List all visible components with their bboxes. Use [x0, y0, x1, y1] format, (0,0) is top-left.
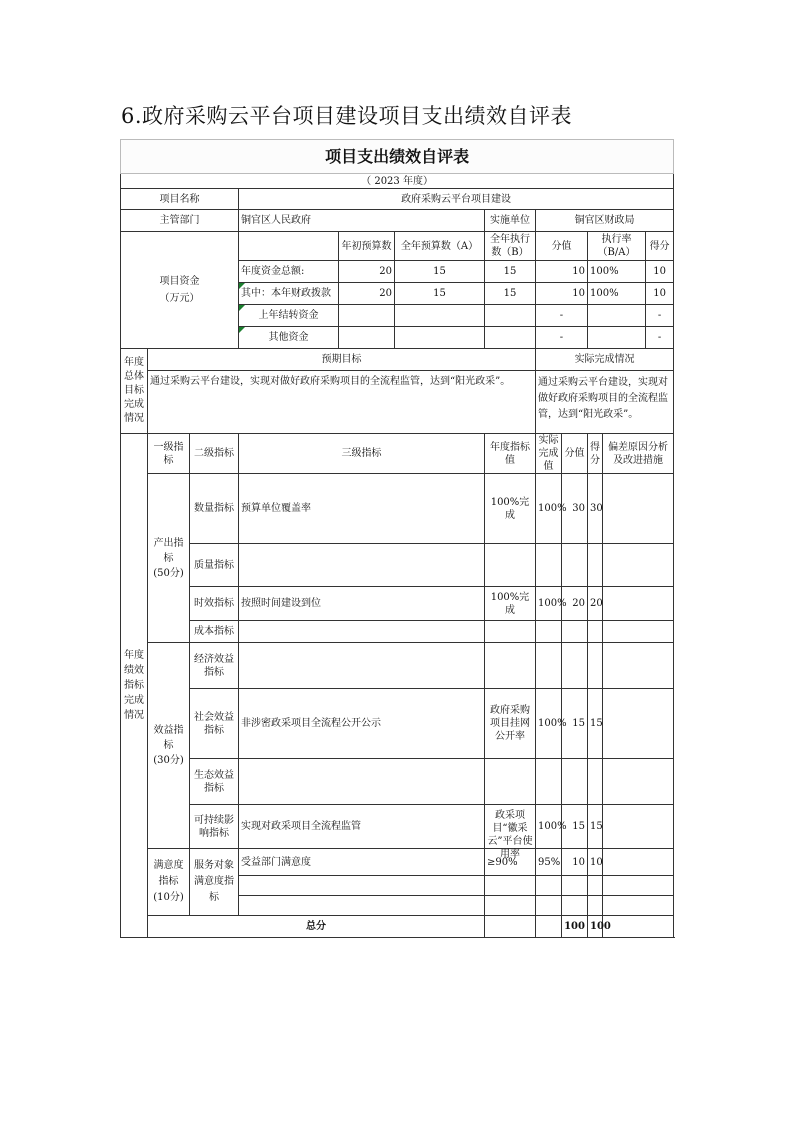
level2-cell: 服务对象满意度指标: [190, 849, 239, 916]
header-level2: 二级指标: [190, 434, 239, 474]
actual-result-text: 通过采购云平台建设，实现对做好政府采购项目的全流程监管，达到“阳光政采”。: [536, 371, 674, 434]
score-cell: 30: [588, 474, 603, 544]
score-value-cell: [562, 643, 588, 689]
target-cell: [485, 876, 536, 896]
score-cell: 20: [588, 587, 603, 621]
header-score-value: 分值: [562, 434, 588, 474]
header-deviation: 偏差原因分析及改进措施: [603, 434, 674, 474]
impl-label: 实施单位: [485, 210, 536, 232]
actual-cell: 100%: [536, 805, 562, 849]
funds-row-score-value: 10: [536, 261, 588, 283]
score-cell: 10: [588, 849, 603, 876]
total-blank: [536, 916, 562, 938]
funds-row-score-value: 10: [536, 283, 588, 305]
actual-cell: [536, 621, 562, 643]
score-cell: [588, 876, 603, 896]
benefit-indicators-label: [148, 643, 190, 849]
funds-row-score: -: [646, 305, 674, 327]
funds-row-name: 其他资金: [239, 327, 339, 349]
funds-row-executed: [485, 305, 536, 327]
output-points: (50分): [153, 567, 184, 579]
funds-row-budget: 15: [395, 261, 485, 283]
satisfaction-label: 满意度指标: [153, 860, 184, 887]
benefit-points: (30分): [153, 755, 184, 766]
satisfaction-indicators-label: [148, 849, 190, 916]
deviation-cell: [603, 896, 674, 916]
level3-cell: 按照时间建设到位: [239, 587, 485, 621]
form-title: 项目支出绩效自评表: [121, 140, 674, 174]
evaluation-table: [120, 139, 674, 938]
deviation-cell: [603, 587, 674, 621]
funds-header-score-value: 分值: [536, 232, 588, 261]
funds-header-score: 得分: [646, 232, 674, 261]
funds-row-initial: [339, 327, 395, 349]
level3-cell: 非涉密政采项目全流程公开公示: [239, 689, 485, 759]
level3-cell: [239, 621, 485, 643]
deviation-cell: [603, 689, 674, 759]
actual-cell: [536, 643, 562, 689]
funds-row-budget: [395, 305, 485, 327]
actual-cell: 100%: [536, 587, 562, 621]
funds-header-initial: 年初预算数: [339, 232, 395, 261]
deviation-cell: [603, 474, 674, 544]
actual-cell: [536, 876, 562, 896]
page-heading: 6.政府采购云平台项目建设项目支出绩效自评表: [121, 104, 573, 128]
output-label: 产出指标: [153, 537, 184, 564]
deviation-cell: [603, 643, 674, 689]
year-label: （ 2023 年度）: [121, 174, 674, 189]
total-blank: [485, 916, 536, 938]
level2-cell: 数量指标: [190, 474, 239, 544]
level2-cell: 可持续影响指标: [190, 805, 239, 849]
dept-label: 主管部门: [121, 210, 239, 232]
score-value-cell: [562, 759, 588, 805]
funds-row-rate: [588, 327, 646, 349]
funds-row-executed: [485, 327, 536, 349]
score-cell: [588, 643, 603, 689]
deviation-cell: [603, 544, 674, 587]
score-cell: 15: [588, 805, 603, 849]
score-value-cell: [562, 544, 588, 587]
score-value-cell: [562, 896, 588, 916]
level3-cell: 预算单位覆盖率: [239, 474, 485, 544]
score-value-cell: 15: [562, 689, 588, 759]
funds-row-initial: 20: [339, 283, 395, 305]
score-cell: [588, 544, 603, 587]
deviation-cell: [603, 805, 674, 849]
expected-goal-header: 预期目标: [148, 349, 536, 371]
deviation-cell: [603, 759, 674, 805]
performance-evaluation-form: [120, 139, 673, 938]
level3-cell: [239, 544, 485, 587]
score-value-cell: [562, 621, 588, 643]
level3-cell: [239, 896, 485, 916]
funds-row-executed: 15: [485, 261, 536, 283]
actual-cell: [536, 896, 562, 916]
score-cell: [588, 621, 603, 643]
funds-header-rate: 执行率（B/A）: [588, 232, 646, 261]
target-cell: [485, 896, 536, 916]
expected-goal-text: 通过采购云平台建设，实现对做好政府采购项目的全流程监管，达到“阳光政采”。: [148, 371, 536, 434]
project-name-value: 政府采购云平台项目建设: [239, 189, 674, 210]
funds-row-budget: [395, 327, 485, 349]
funds-header-executed: 全年执行数（B）: [485, 232, 536, 261]
target-cell: [485, 759, 536, 805]
target-text: 政采项目“徽采云”平台使用率: [487, 810, 533, 860]
funds-row-name: 上年结转资金: [239, 305, 339, 327]
header-actual: 实际完成值: [536, 434, 562, 474]
funds-row-rate: [588, 305, 646, 327]
level3-cell: 实现对政采项目全流程监管: [239, 805, 485, 849]
dept-value: 铜官区人民政府: [239, 210, 485, 232]
actual-cell: [536, 759, 562, 805]
target-cell: 100%完成: [485, 587, 536, 621]
level2-cell: 时效指标: [190, 587, 239, 621]
score-value-cell: 20: [562, 587, 588, 621]
level3-cell: 受益部门满意度: [239, 849, 485, 876]
total-blank: [603, 916, 674, 938]
benefit-label: 效益指标: [153, 725, 184, 751]
level2-cell: 成本指标: [190, 621, 239, 643]
target-cell: [485, 643, 536, 689]
funds-row-budget: 15: [395, 283, 485, 305]
score-value-cell: 10: [562, 849, 588, 876]
level2-cell: 经济效益指标: [190, 643, 239, 689]
target-cell: 政府采购项目挂网公开率: [485, 689, 536, 759]
funds-row-score-value: -: [536, 305, 588, 327]
funds-label: 项目资金 （万元）: [121, 232, 239, 349]
funds-row-score: 10: [646, 283, 674, 305]
impl-value: 铜官区财政局: [536, 210, 674, 232]
funds-row-name: 年度资金总额:: [239, 261, 339, 283]
funds-row-rate: 100%: [588, 261, 646, 283]
target-cell: [485, 544, 536, 587]
actual-cell: [536, 544, 562, 587]
score-cell: [588, 896, 603, 916]
actual-cell: 100%: [536, 689, 562, 759]
level2-cell: 社会效益指标: [190, 689, 239, 759]
level2-cell: 生态效益指标: [190, 759, 239, 805]
funds-row-score-value: -: [536, 327, 588, 349]
header-level3: 三级指标: [239, 434, 485, 474]
funds-row-initial: 20: [339, 261, 395, 283]
deviation-cell: [603, 849, 674, 876]
overall-goal-label: 年度总体目标完成情况: [121, 349, 148, 434]
funds-row-initial: [339, 305, 395, 327]
output-indicators-label: [148, 474, 190, 643]
header-score: 得分: [588, 434, 603, 474]
actual-cell: 95%: [536, 849, 562, 876]
funds-row-score: 10: [646, 261, 674, 283]
header-target: 年度指标值: [485, 434, 536, 474]
total-score-value: 100: [562, 916, 588, 938]
funds-row-executed: 15: [485, 283, 536, 305]
funds-row-name: 其中：本年财政拨款: [239, 283, 339, 305]
score-value-cell: [562, 876, 588, 896]
actual-result-header: 实际完成情况: [536, 349, 674, 371]
funds-row-score: -: [646, 327, 674, 349]
header-level1: 一级指标: [148, 434, 190, 474]
project-name-label: 项目名称: [121, 189, 239, 210]
deviation-cell: [603, 876, 674, 896]
funds-header-budget: 全年预算数（A）: [395, 232, 485, 261]
level3-cell: [239, 759, 485, 805]
deviation-cell: [603, 621, 674, 643]
funds-header-blank: [239, 232, 339, 261]
level2-cell: 质量指标: [190, 544, 239, 587]
target-cell: 100%完成: [485, 474, 536, 544]
score-cell: 15: [588, 689, 603, 759]
score-value-cell: 15: [562, 805, 588, 849]
satisfaction-points: (10分): [153, 892, 184, 903]
actual-cell: 100%: [536, 474, 562, 544]
total-label: 总分: [148, 916, 485, 938]
level3-cell: [239, 876, 485, 896]
funds-row-rate: 100%: [588, 283, 646, 305]
target-cell: [485, 621, 536, 643]
target-cell: ≥90%: [485, 849, 536, 876]
score-value-cell: 30: [562, 474, 588, 544]
total-score: 100: [588, 916, 603, 938]
indicators-section-label: 年度绩效指标完成情况: [121, 434, 148, 938]
target-cell: [485, 805, 536, 860]
level3-cell: [239, 643, 485, 689]
score-cell: [588, 759, 603, 805]
